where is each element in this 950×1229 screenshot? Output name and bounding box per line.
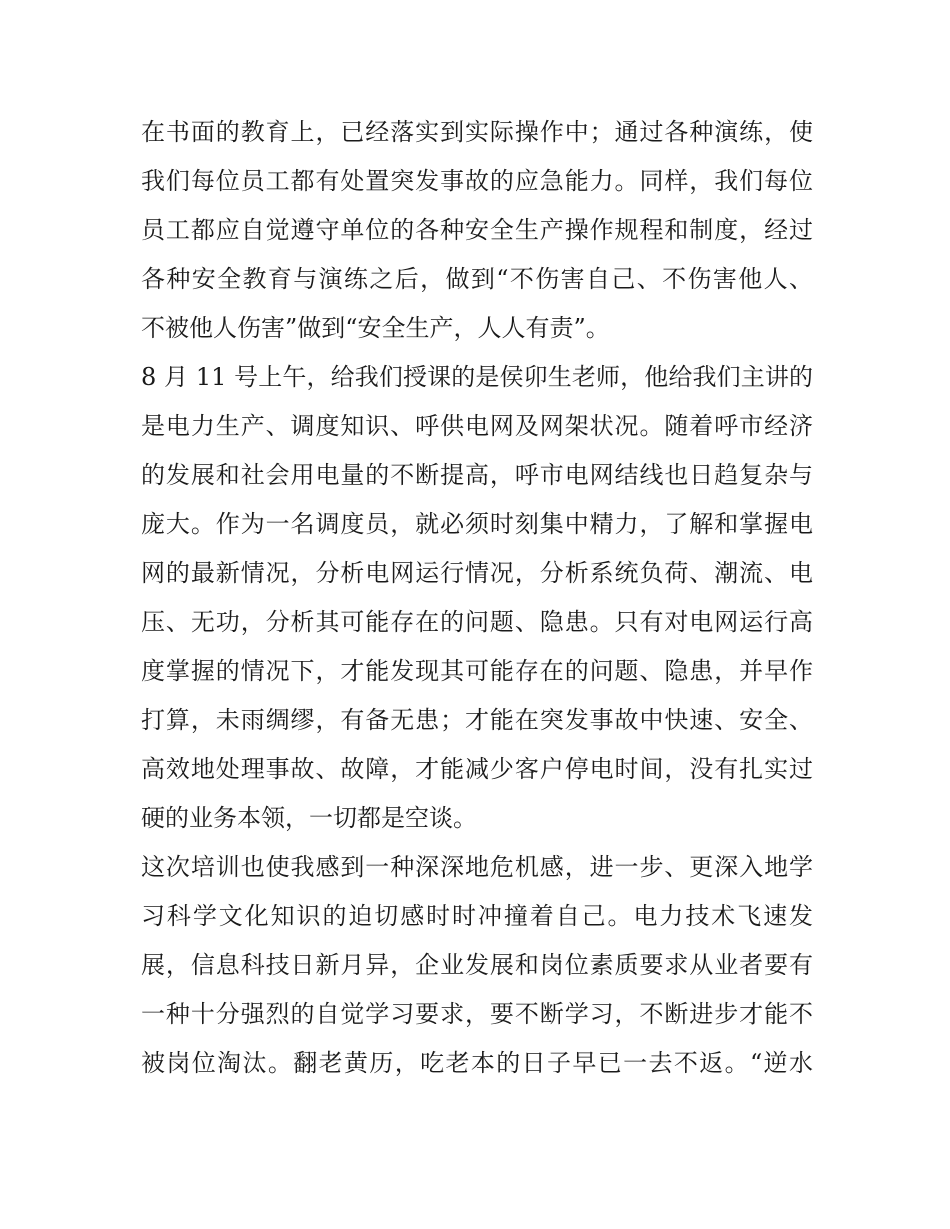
text-line: 在书面的教育上，已经落实到实际操作中；通过各种演练，使 xyxy=(141,118,813,146)
text-line: 打算，未雨绸缪，有备无患；才能在突发事故中快速、安全、 xyxy=(141,706,813,734)
text-line: 这次培训也使我感到一种深深地危机感，进一步、更深入地学 xyxy=(141,853,813,881)
text-line: 度掌握的情况下，才能发现其可能存在的问题、隐患，并早作 xyxy=(141,657,813,685)
text-line: 网的最新情况，分析电网运行情况，分析系统负荷、潮流、电 xyxy=(141,559,813,587)
text-line: 员工都应自觉遵守单位的各种安全生产操作规程和制度，经过 xyxy=(141,216,813,244)
text-line: 8 月 11 号上午，给我们授课的是侯卯生老师，他给我们主讲的 xyxy=(141,363,813,391)
paragraph-3 xyxy=(141,845,813,1090)
paragraph-2 xyxy=(141,355,813,845)
text-line: 压、无功，分析其可能存在的问题、隐患。只有对电网运行高 xyxy=(141,608,813,636)
text-line: 一种十分强烈的自觉学习要求，要不断学习，不断进步才能不 xyxy=(141,1000,813,1028)
text-line: 是电力生产、调度知识、呼供电网及网架状况。随着呼市经济 xyxy=(141,412,813,440)
text-line: 高效地处理事故、故障，才能减少客户停电时间，没有扎实过 xyxy=(141,755,813,783)
text-line: 被岗位淘汰。翻老黄历，吃老本的日子早已一去不返。“逆水 xyxy=(141,1049,813,1077)
text-line: 的发展和社会用电量的不断提高，呼市电网结线也日趋复杂与 xyxy=(141,461,813,489)
text-line: 我们每位员工都有处置突发事故的应急能力。同样，我们每位 xyxy=(141,167,813,195)
text-line: 不被他人伤害”做到“安全生产，人人有责”。 xyxy=(141,314,610,342)
document-body xyxy=(141,110,813,1090)
text-line: 庞大。作为一名调度员，就必须时刻集中精力，了解和掌握电 xyxy=(141,510,813,538)
paragraph-1 xyxy=(141,110,813,355)
text-line: 各种安全教育与演练之后，做到“不伤害自己、不伤害他人、 xyxy=(141,265,813,293)
text-line: 展，信息科技日新月异，企业发展和岗位素质要求从业者要有 xyxy=(141,951,813,979)
text-line: 硬的业务本领，一切都是空谈。 xyxy=(141,804,477,832)
text-line: 习科学文化知识的迫切感时时冲撞着自己。电力技术飞速发 xyxy=(141,902,813,930)
